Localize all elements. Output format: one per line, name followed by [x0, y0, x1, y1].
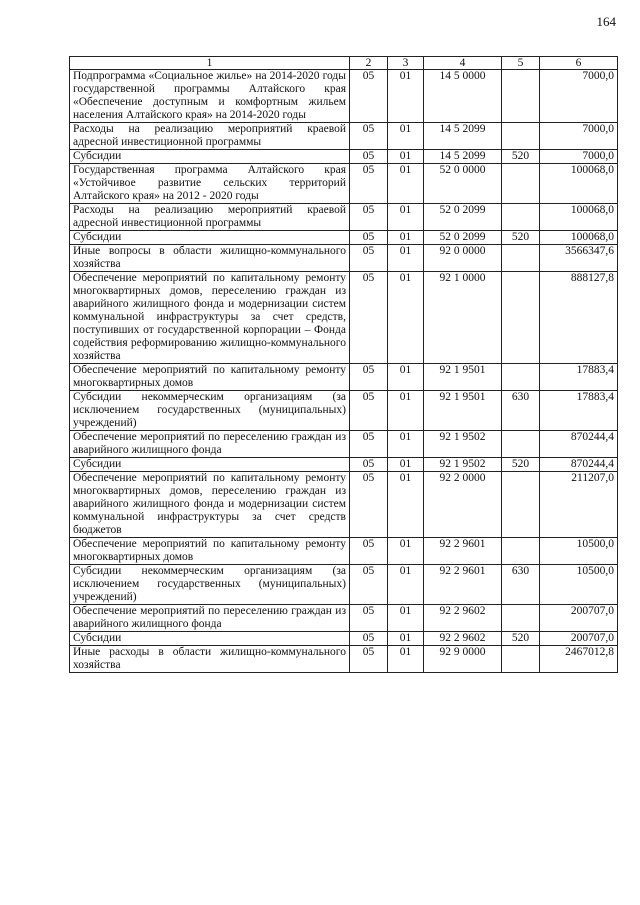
row-subsection-cell: 01 — [388, 431, 424, 458]
row-subsection-cell: 01 — [388, 565, 424, 605]
row-name-cell: Субсидии — [70, 458, 350, 472]
row-target-article-cell: 92 2 0000 — [424, 472, 502, 538]
row-subsection-cell: 01 — [388, 70, 424, 123]
table-row — [70, 472, 618, 538]
row-section-cell: 05 — [350, 538, 388, 565]
row-expense-type-cell: 520 — [502, 632, 540, 646]
row-amount-cell: 10500,0 — [540, 538, 618, 565]
table-row — [70, 204, 618, 231]
table-row — [70, 646, 618, 673]
row-target-article-cell: 92 1 9501 — [424, 364, 502, 391]
row-name-cell: Подпрограмма «Социальное жилье» на 2014-2020 годы государственной программы Алтайского края «Обеспечение доступным и комфортным жильем населения Алтайского края» на 2014-2020 годы — [70, 70, 350, 123]
table-row — [70, 123, 618, 150]
row-subsection-cell: 01 — [388, 245, 424, 272]
row-expense-type-cell — [502, 123, 540, 150]
row-amount-cell: 7000,0 — [540, 123, 618, 150]
table-row — [70, 231, 618, 245]
row-amount-cell: 10500,0 — [540, 565, 618, 605]
table-body — [70, 57, 618, 673]
row-name-cell: Обеспечение мероприятий по капитальному ремонту многоквартирных домов — [70, 364, 350, 391]
table-header-row — [70, 57, 618, 70]
row-expense-type-cell — [502, 646, 540, 673]
row-name-cell: Субсидии некоммерческим организациям (за исключением государственных (муниципальных) учреждений) — [70, 565, 350, 605]
row-name-cell: Субсидии — [70, 231, 350, 245]
row-name-cell: Обеспечение мероприятий по капитальному ремонту многоквартирных домов, переселению граждан из аварийного жилищного фонда и модернизации систем коммунальной инфраструктуры за счет средств, поступивших от государственной корпорации – Фонда содействия реформированию жилищно-коммунального хозяйства — [70, 272, 350, 364]
column-header: 3 — [388, 57, 424, 70]
row-expense-type-cell — [502, 272, 540, 364]
row-target-article-cell: 14 5 2099 — [424, 150, 502, 164]
row-subsection-cell: 01 — [388, 391, 424, 431]
row-expense-type-cell: 520 — [502, 231, 540, 245]
row-target-article-cell: 92 1 9502 — [424, 431, 502, 458]
row-expense-type-cell — [502, 70, 540, 123]
row-amount-cell: 211207,0 — [540, 472, 618, 538]
row-section-cell: 05 — [350, 632, 388, 646]
row-target-article-cell: 92 1 9501 — [424, 391, 502, 431]
row-subsection-cell: 01 — [388, 632, 424, 646]
row-section-cell: 05 — [350, 391, 388, 431]
row-name-cell: Государственная программа Алтайского края «Устойчивое развитие сельских территорий Алтайского края» на 2012 - 2020 годы — [70, 164, 350, 204]
table-row — [70, 70, 618, 123]
row-subsection-cell: 01 — [388, 458, 424, 472]
row-amount-cell: 7000,0 — [540, 70, 618, 123]
row-expense-type-cell — [502, 538, 540, 565]
table-row — [70, 364, 618, 391]
row-subsection-cell: 01 — [388, 123, 424, 150]
row-subsection-cell: 01 — [388, 204, 424, 231]
row-section-cell: 05 — [350, 646, 388, 673]
row-expense-type-cell — [502, 204, 540, 231]
row-section-cell: 05 — [350, 431, 388, 458]
table-row — [70, 150, 618, 164]
row-section-cell: 05 — [350, 605, 388, 632]
row-target-article-cell: 92 2 9602 — [424, 632, 502, 646]
row-name-cell: Обеспечение мероприятий по переселению граждан из аварийного жилищного фонда — [70, 431, 350, 458]
row-section-cell: 05 — [350, 272, 388, 364]
row-section-cell: 05 — [350, 245, 388, 272]
row-target-article-cell: 92 2 9601 — [424, 565, 502, 605]
row-section-cell: 05 — [350, 231, 388, 245]
row-name-cell: Расходы на реализацию мероприятий краевой адресной инвестиционной программы — [70, 204, 350, 231]
table-row — [70, 164, 618, 204]
table-row — [70, 431, 618, 458]
row-section-cell: 05 — [350, 70, 388, 123]
row-subsection-cell: 01 — [388, 605, 424, 632]
table-row — [70, 458, 618, 472]
row-expense-type-cell — [502, 364, 540, 391]
row-expense-type-cell — [502, 164, 540, 204]
row-subsection-cell: 01 — [388, 646, 424, 673]
row-name-cell: Иные вопросы в области жилищно-коммунального хозяйства — [70, 245, 350, 272]
table-row — [70, 538, 618, 565]
column-header: 5 — [502, 57, 540, 70]
table-row — [70, 605, 618, 632]
table-row — [70, 272, 618, 364]
row-amount-cell: 17883,4 — [540, 391, 618, 431]
column-header: 2 — [350, 57, 388, 70]
row-name-cell: Обеспечение мероприятий по капитальному ремонту многоквартирных домов — [70, 538, 350, 565]
row-target-article-cell: 92 0 0000 — [424, 245, 502, 272]
row-section-cell: 05 — [350, 204, 388, 231]
row-name-cell: Субсидии — [70, 632, 350, 646]
row-expense-type-cell: 630 — [502, 565, 540, 605]
row-section-cell: 05 — [350, 565, 388, 605]
table-row — [70, 391, 618, 431]
row-subsection-cell: 01 — [388, 231, 424, 245]
row-target-article-cell: 52 0 2099 — [424, 204, 502, 231]
row-target-article-cell: 52 0 0000 — [424, 164, 502, 204]
row-amount-cell: 100068,0 — [540, 164, 618, 204]
row-amount-cell: 17883,4 — [540, 364, 618, 391]
table-row — [70, 632, 618, 646]
row-target-article-cell: 14 5 0000 — [424, 70, 502, 123]
row-amount-cell: 3566347,6 — [540, 245, 618, 272]
row-subsection-cell: 01 — [388, 164, 424, 204]
row-section-cell: 05 — [350, 164, 388, 204]
row-section-cell: 05 — [350, 472, 388, 538]
row-target-article-cell: 92 2 9602 — [424, 605, 502, 632]
row-amount-cell: 100068,0 — [540, 204, 618, 231]
row-expense-type-cell: 520 — [502, 458, 540, 472]
row-name-cell: Субсидии некоммерческим организациям (за исключением государственных (муниципальных) учреждений) — [70, 391, 350, 431]
row-name-cell: Субсидии — [70, 150, 350, 164]
row-name-cell: Расходы на реализацию мероприятий краевой адресной инвестиционной программы — [70, 123, 350, 150]
row-target-article-cell: 92 1 0000 — [424, 272, 502, 364]
row-target-article-cell: 92 9 0000 — [424, 646, 502, 673]
row-section-cell: 05 — [350, 150, 388, 164]
row-subsection-cell: 01 — [388, 272, 424, 364]
row-amount-cell: 100068,0 — [540, 231, 618, 245]
column-header: 4 — [424, 57, 502, 70]
row-expense-type-cell — [502, 605, 540, 632]
row-section-cell: 05 — [350, 458, 388, 472]
table-row — [70, 245, 618, 272]
row-target-article-cell: 92 2 9601 — [424, 538, 502, 565]
row-subsection-cell: 01 — [388, 364, 424, 391]
row-amount-cell: 7000,0 — [540, 150, 618, 164]
row-section-cell: 05 — [350, 123, 388, 150]
row-subsection-cell: 01 — [388, 150, 424, 164]
row-name-cell: Иные расходы в области жилищно-коммунального хозяйства — [70, 646, 350, 673]
row-name-cell: Обеспечение мероприятий по капитальному ремонту многоквартирных домов, переселению граждан из аварийного жилищного фонда и модернизации систем коммунальной инфраструктуры за счет средств бюджетов — [70, 472, 350, 538]
page-number: 164 — [596, 14, 616, 29]
row-subsection-cell: 01 — [388, 472, 424, 538]
row-expense-type-cell — [502, 472, 540, 538]
row-name-cell: Обеспечение мероприятий по переселению граждан из аварийного жилищного фонда — [70, 605, 350, 632]
budget-table — [69, 56, 618, 673]
table-row — [70, 565, 618, 605]
row-amount-cell: 200707,0 — [540, 632, 618, 646]
row-section-cell: 05 — [350, 364, 388, 391]
row-amount-cell: 870244,4 — [540, 431, 618, 458]
row-amount-cell: 200707,0 — [540, 605, 618, 632]
row-expense-type-cell — [502, 431, 540, 458]
column-header: 6 — [540, 57, 618, 70]
row-expense-type-cell — [502, 245, 540, 272]
row-target-article-cell: 92 1 9502 — [424, 458, 502, 472]
row-target-article-cell: 52 0 2099 — [424, 231, 502, 245]
row-expense-type-cell: 520 — [502, 150, 540, 164]
row-amount-cell: 2467012,8 — [540, 646, 618, 673]
row-expense-type-cell: 630 — [502, 391, 540, 431]
row-subsection-cell: 01 — [388, 538, 424, 565]
row-amount-cell: 888127,8 — [540, 272, 618, 364]
row-target-article-cell: 14 5 2099 — [424, 123, 502, 150]
row-amount-cell: 870244,4 — [540, 458, 618, 472]
column-header: 1 — [70, 57, 350, 70]
